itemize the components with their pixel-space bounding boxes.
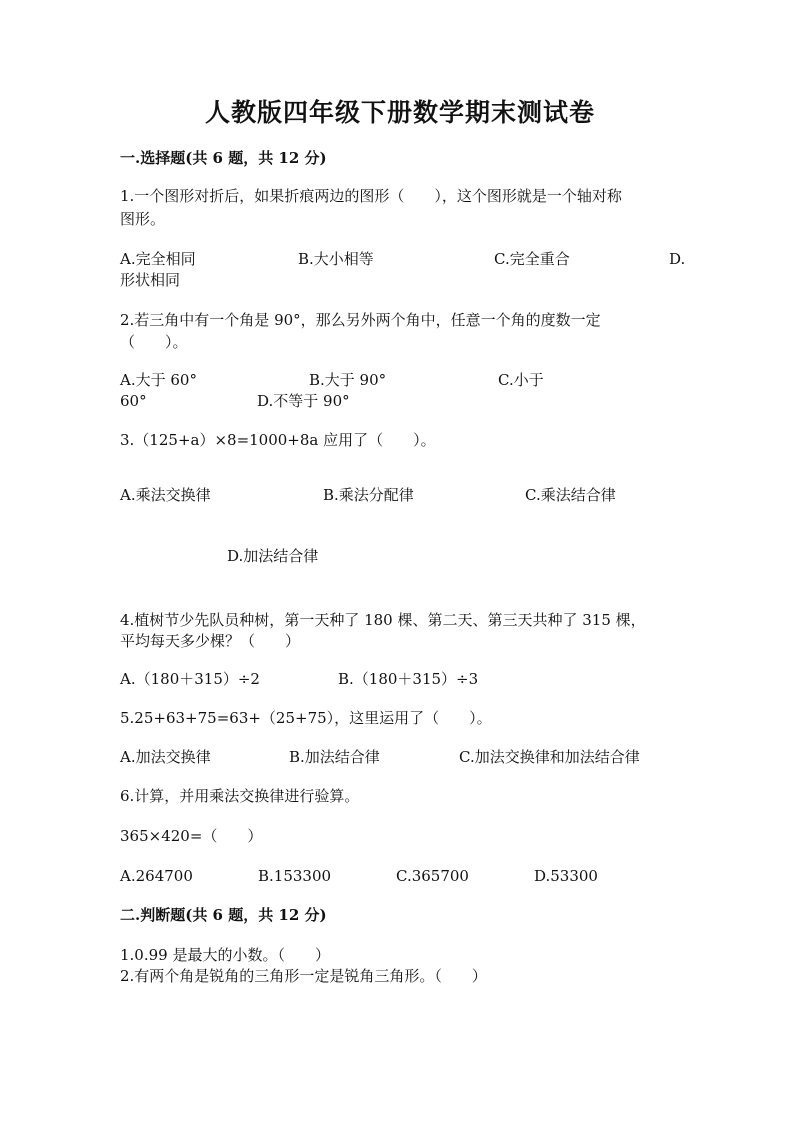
question-2-option-a: A.大于 60° xyxy=(120,371,197,389)
question-5-stem: 5.25+63+75=63+（25+75），这里运用了（ ）。 xyxy=(120,709,492,727)
question-5-option-c: C.加法交换律和加法结合律 xyxy=(459,748,640,766)
question-4-stem-line2: 平均每天多少棵？（ ） xyxy=(120,632,301,650)
question-1-option-a: A.完全相同 xyxy=(120,250,196,268)
section-heading-judgement: 二.判断题(共 6 题，共 12 分) xyxy=(120,906,327,924)
question-1-stem-line1: 1.一个图形对折后，如果折痕两边的图形（ ），这个图形就是一个轴对称 xyxy=(120,187,622,205)
question-6-option-a: A.264700 xyxy=(120,867,193,885)
question-2-option-c-text: 60° xyxy=(120,392,147,410)
question-2-option-d: D.不等于 90° xyxy=(257,392,350,410)
question-3-stem: 3.（125+a）×8=1000+8a 应用了（ ）。 xyxy=(120,431,436,449)
judgement-question-1: 1.0.99 是最大的小数。（ ） xyxy=(120,946,330,964)
question-2-option-b: B.大于 90° xyxy=(309,371,387,389)
question-5-option-b: B.加法结合律 xyxy=(289,748,380,766)
question-6-expression: 365×420=（ ） xyxy=(120,827,263,845)
question-3-option-a: A.乘法交换律 xyxy=(120,486,211,504)
question-3-option-c: C.乘法结合律 xyxy=(525,486,616,504)
question-1-option-d-text: 形状相同 xyxy=(120,271,181,289)
question-6-option-c: C.365700 xyxy=(396,867,469,885)
question-1-option-d-label: D. xyxy=(669,250,686,268)
question-1-stem-line2: 图形。 xyxy=(120,210,166,228)
question-4-option-a: A.（180＋315）÷2 xyxy=(120,670,260,688)
judgement-question-2: 2.有两个角是锐角的三角形一定是锐角三角形。（ ） xyxy=(120,967,487,985)
question-6-option-d: D.53300 xyxy=(534,867,598,885)
question-4-stem-line1: 4.植树节少先队员种树，第一天种了 180 棵、第二天、第三天共种了 315 棵， xyxy=(120,611,646,629)
question-2-option-c-label: C.小于 xyxy=(498,371,544,389)
section-heading-choice: 一.选择题(共 6 题，共 12 分) xyxy=(120,149,327,167)
question-2-stem-line1: 2.若三角中有一个角是 90°，那么另外两个角中，任意一个角的度数一定 xyxy=(120,311,601,329)
question-5-option-a: A.加法交换律 xyxy=(120,748,211,766)
question-4-option-b: B.（180＋315）÷3 xyxy=(338,670,479,688)
question-6-option-b: B.153300 xyxy=(258,867,332,885)
question-3-option-b: B.乘法分配律 xyxy=(323,486,414,504)
question-3-option-d: D.加法结合律 xyxy=(227,547,319,565)
question-2-stem-line2: （ ）。 xyxy=(120,333,188,351)
page-title: 人教版四年级下册数学期末测试卷 xyxy=(204,98,595,127)
question-1-option-c: C.完全重合 xyxy=(494,250,570,268)
question-6-stem: 6.计算，并用乘法交换律进行验算。 xyxy=(120,787,360,805)
question-1-option-b: B.大小相等 xyxy=(298,250,374,268)
